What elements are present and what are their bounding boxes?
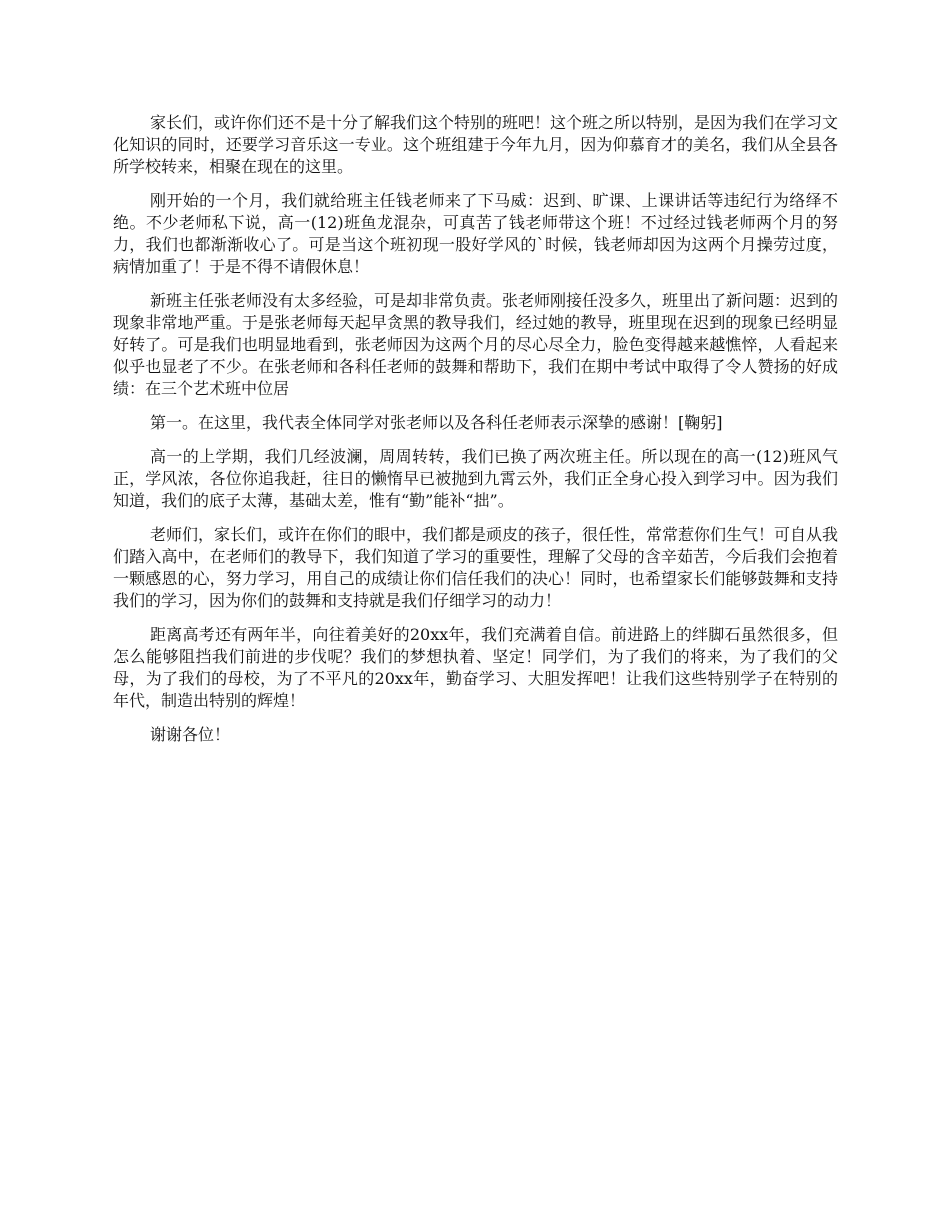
document-body	[113, 112, 838, 758]
paragraph-8: 谢谢各位！	[150, 725, 231, 744]
paragraph-3: 新班主任张老师没有太多经验，可是却非常负责。张老师刚接任没多久，班里出了新问题：迟到的现象非常地严重。于是张老师每天起早贪黑的教导我们，经过她的教导，班里现在迟到的现象已经明显好转了。可是我们也明显地看到，张老师因为这两个月的尽心尽全力，脸色变得越来越憔悴，人看起来似乎也显老了不少。在张老师和各科任老师的鼓舞和帮助下，我们在期中考试中取得了令人赞扬的好成绩：在三个艺术班中位居	[113, 291, 839, 398]
paragraph-4: 第一。在这里，我代表全体同学对张老师以及各科任老师表示深挚的感谢！[鞠躬]	[150, 413, 723, 432]
paragraph-5: 高一的上学期，我们几经波澜，周周转转，我们已换了两次班主任。所以现在的高一(12)班风气正，学风浓，各位你追我赶，往日的懒惰早已被抛到九霄云外，我们正全身心投入到学习中。因为我们知道，我们的底子太薄，基础太差，惟有“勤”能补“拙”。	[113, 447, 838, 510]
paragraph-7: 距离高考还有两年半，向往着美好的20xx年，我们充满着自信。前进路上的绊脚石虽然很多，但怎么能够阻挡我们前进的步伐呢？我们的梦想执着、坚定！同学们，为了我们的将来，为了我们的父母，为了我们的母校，为了不平凡的20xx年，勤奋学习、大胆发挥吧！让我们这些特别学子在特别的年代，制造出特别的辉煌！	[113, 625, 838, 710]
paragraph-1: 家长们，或许你们还不是十分了解我们这个特别的班吧！这个班之所以特别，是因为我们在学习文化知识的同时，还要学习音乐这一专业。这个班组建于今年九月，因为仰慕育才的美名，我们从全县各所学校转来，相聚在现在的这里。	[113, 113, 839, 176]
paragraph-6: 老师们，家长们，或许在你们的眼中，我们都是顽皮的孩子，很任性，常常惹你们生气！可自从我们踏入高中，在老师们的教导下，我们知道了学习的重要性，理解了父母的含辛茹苦，今后我们会抱着一颗感恩的心，努力学习，用自己的成绩让你们信任我们的决心！同时，也希望家长们能够鼓舞和支持我们的学习，因为你们的鼓舞和支持就是我们仔细学习的动力！	[113, 525, 839, 610]
paragraph-2: 刚开始的一个月，我们就给班主任钱老师来了下马威：迟到、旷课、上课讲话等违纪行为络绎不绝。不少老师私下说，高一(12)班鱼龙混杂，可真苦了钱老师带这个班！不过经过钱老师两个月的努力，我们也都渐渐收心了。可是当这个班初现一股好学风的`时候，钱老师却因为这两个月操劳过度，病情加重了！于是不得不请假休息！	[113, 191, 838, 276]
